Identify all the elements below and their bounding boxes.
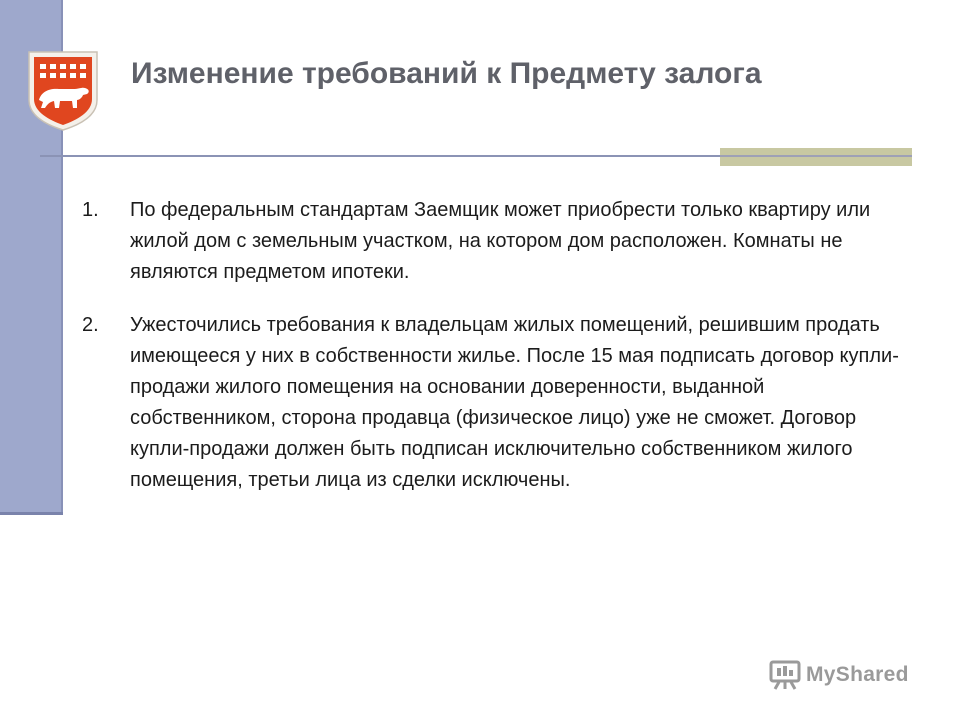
presentation-board-icon: [768, 658, 802, 692]
side-bar-shadow: [0, 512, 63, 515]
requirements-list: [82, 195, 902, 518]
list-item-text: Ужесточились требования к владельцам жилых помещений, решившим продать имеющееся у них в собственности жилье. После 15 мая подписать договор купли-продажи жилого помещения на основании доверенности, выданной собственником, сторона продавца (физическое лицо) уже не сможет. Договор купли-продажи должен быть подписан исключительно собственником жилого помещения, третьи лица из сделки исключены.: [130, 314, 899, 491]
list-item-number: 1.: [82, 199, 99, 221]
myshared-watermark: [768, 658, 928, 692]
list-item-number: 2.: [82, 314, 99, 336]
title-accent-bar: [720, 148, 912, 166]
slide-title: Изменение требований к Предмету залога: [131, 57, 762, 90]
list-item: [82, 195, 902, 288]
list-item-text: По федеральным стандартам Заемщик может приобрести только квартиру или жилой дом с земельным участком, на котором дом расположен. Комнаты не являются предметом ипотеки.: [130, 199, 871, 283]
coat-of-arms-logo: [27, 50, 99, 132]
bear-shield-icon: [27, 50, 99, 132]
title-accent-line: [720, 155, 912, 157]
watermark-label: MyShared: [806, 663, 909, 686]
list-item: [82, 310, 902, 496]
